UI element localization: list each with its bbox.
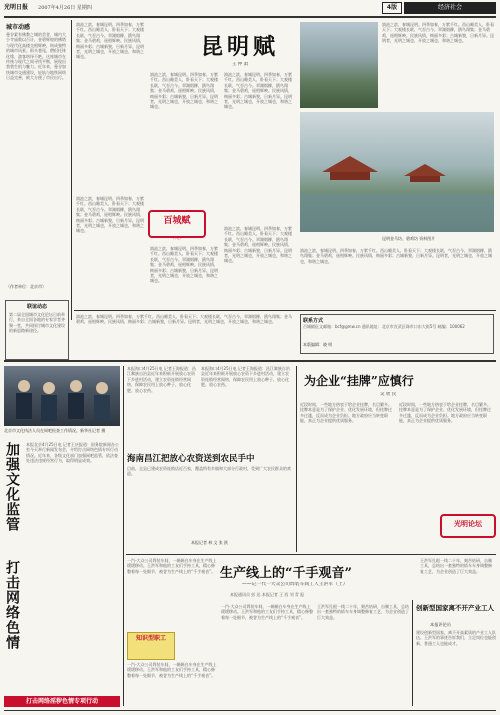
contact-rule [74, 310, 496, 311]
left-column-caption: （作者单位：北京市） [6, 284, 46, 289]
column-divider [71, 20, 72, 320]
opinion-headline: 为企业“挂牌”应慎行 [304, 374, 414, 388]
header-rule [4, 16, 496, 18]
lower-column-divider [123, 366, 124, 706]
vertical-title-1: 加强文化监管 [4, 442, 20, 532]
essay-divider [412, 600, 413, 706]
half-divider [4, 360, 496, 362]
left-column-title: 城市动感 [6, 24, 31, 31]
pagoda-illustration [300, 112, 494, 232]
series-body-right-top: 王洪军扎根一线二十年，刻苦钻研，自制工具，总结出一套独特的轿车车身调整修复工艺，为企业创造了巨大效益。 [420, 558, 492, 574]
feature-body-col4: 滇池之滨，春城昆明。四季如春，万紫千红。西山睡美人，卧看天下；大观楼长联，气吞古今。翠湖烟柳，鸥鸟翔集；金马碧鸡，遥相辉映。民族风情，绚丽多彩；古城新貌，日新月异。昆明者，光明之城也，开放之城也，和谐之城也。 [76, 196, 144, 234]
page-number: 4版 [382, 2, 402, 14]
feature-body-col1: 滇池之滨，春城昆明。四季如春，万紫千红。西山睡美人，卧看天下；大观楼长联，气吞古今。翠湖烟柳，鸥鸟翔集；金马碧鸡，遥相辉映。民族风情，绚丽多彩；古城新貌，日新月异。昆明者，光明之城也，开放之城也，和谐之城也。 [76, 22, 144, 60]
feature-stamp-sub: （九） [170, 236, 184, 241]
feature-stamp [148, 210, 206, 238]
vertical-title-2: 打击网络色情 [4, 560, 20, 650]
left-box-title: 联谊动态 [26, 304, 47, 310]
middle-byline: 本报记者 林 文 张 跃 [190, 540, 229, 545]
bottom-red-bar: 打击网络淫秽色情专项行动 [4, 696, 120, 707]
essay-body: 建设创新型国家，离不开高素质的产业工人队伍。王洪军的事迹告诉我们，立足岗位也能创新，普通工人也能成才。 [416, 630, 496, 646]
cartoon-label: 知识型职工 [135, 635, 166, 642]
opinion-stamp-label: 光明论坛 [454, 519, 482, 528]
masthead-name: 光明日报 [4, 4, 29, 11]
opinion-body-1: 近段时间，一些地方热衷于给企业挂牌，名目繁多。挂牌本意是为了保护企业、优化发展环境，但挂牌过多过滥，反而成为企业负担。地方政府应当转变职能，真正为企业提供优质服务。 [300, 402, 392, 424]
feature-photo-caption: 昆明金马坊、碧鸡坊 资料图片 [382, 236, 436, 241]
essay-headline: 创新型国家离不开产业工人 [416, 604, 494, 612]
feature-title: 昆明赋 [200, 34, 279, 60]
feature-body-col7: 滇池之滨，春城昆明。四季如春，万紫千红。西山睡美人，卧看天下；大观楼长联，气吞古今。翠湖烟柳，鸥鸟翔集；金马碧鸡，遥相辉映。民族风情，绚丽多彩；古城新貌，日新月异。昆明者，光明之城也，开放之城也，和谐之城也。 [382, 22, 494, 44]
series-body-right: 王洪军扎根一线二十年，刻苦钻研，自制工具，总结出一套独特的轿车车身调整修复工艺，为企业创造了巨大效益。 [317, 604, 409, 620]
section-name: 经济社会 [404, 2, 496, 14]
contact-body: 百城赋征文邮箱：bcf@gmw.cn 通讯地址：北京市宣武区珠市口东大街5号 邮编：100062 [303, 324, 465, 329]
inspection-photo [4, 366, 120, 426]
middle-headline: 海南昌江把放心农资送到农民手中 [127, 454, 255, 464]
series-body-mid: 一汽-大众公司焊装车间，一辆辆白车身在生产线上缓缓移动。王洪军和他的工友们手持工具，精心修整着每一处细节，被誉为生产线上的“千手观音”。 [221, 604, 313, 620]
city-skyline-photo [300, 22, 378, 108]
masthead [4, 2, 214, 14]
middle-body-top-1: 本报海口4月25日电 记者王海报道：昌江黎族自治县近年来积极开展放心农资下乡进村活动，建立农资连锁经营网络，保障农民用上放心种子、放心化肥、放心农药。 [127, 366, 196, 393]
inspection-photo-caption: 北京市文化执法人员在网吧检查工作情况。新华社记者 摄 [4, 428, 106, 433]
masthead-date: 2007年4月26日 星期四 [38, 5, 92, 11]
opinion-byline: 吴 欣 民 [380, 392, 397, 397]
series-body-left-top: 一汽-大众公司焊装车间，一辆辆白车身在生产线上缓缓移动。王洪军和他的工友们手持工具，精心修整着每一处细节，被誉为生产线上的“千手观音”。 [127, 558, 217, 574]
feature-body-col2: 滇池之滨，春城昆明。四季如春，万紫千红。西山睡美人，卧看天下；大观楼长联，气吞古今。翠湖烟柳，鸥鸟翔集；金马碧鸡，遥相辉映。民族风情，绚丽多彩；古城新貌，日新月异。昆明者，光明之城也，开放之城也，和谐之城也。 [150, 72, 218, 110]
series-byline: 本报通讯员 彭 达 本报记者 王 西 刘 青 报 [230, 592, 305, 597]
opinion-divider [296, 366, 297, 552]
opinion-stamp [440, 514, 496, 538]
pagoda-lake-photo [300, 112, 494, 232]
series-body-left-bottom: 一汽-大众公司焊装车间，一辆辆白车身在生产线上缓缓移动。王洪军和他的工友们手持工具，精心修整着每一处细节，被誉为生产线上的“千手观音”。 [127, 662, 217, 678]
feature-body-col3: 滇池之滨，春城昆明。四季如春，万紫千红。西山睡美人，卧看天下；大观楼长联，气吞古今。翠湖烟柳，鸥鸟翔集；金马碧鸡，遥相辉映。民族风情，绚丽多彩；古城新貌，日新月异。昆明者，光明之城也，开放之城也，和谐之城也。 [224, 72, 292, 110]
feature-byline: 王 仲 肃 [231, 62, 249, 67]
contact-label: 联系方式 [303, 318, 324, 324]
essay-byline: 本报评论员 [430, 622, 451, 627]
feature-body-col9: 滇池之滨，春城昆明。四季如春，万紫千红。西山睡美人，卧看天下；大观楼长联，气吞古今。翠湖烟柳，鸥鸟翔集；金马碧鸡，遥相辉映。民族风情，绚丽多彩；古城新貌，日新月异。昆明者，光明之城也，开放之城也，和谐之城也。 [76, 314, 292, 325]
feature-body-col6: 滇池之滨，春城昆明。四季如春，万紫千红。西山睡美人，卧看天下；大观楼长联，气吞古今。翠湖烟柳，鸥鸟翔集；金马碧鸡，遥相辉映。民族风情，绚丽多彩；古城新貌，日新月异。昆明者，光明之城也，开放之城也，和谐之城也。 [150, 246, 218, 284]
middle-body-bottom: 目前，全县已建成农资连锁店近百家，覆盖所有乡镇和大部分行政村，受到广大农民群众的欢迎。 [127, 466, 291, 477]
left-box-body: 第二届全国城市文化论坛日前举行，来自全国各地的专家学者齐聚一堂，共同探讨城市文化建设的新思路新途径。 [9, 312, 65, 334]
footer-rule [4, 710, 496, 711]
left-column-body: 曼谷素有佛教之城的美誉，城内大小寺庙数以百计，金碧辉煌的佛塔与现代化高楼交相辉映，构成独特的城市风景。街头巷尾，僧侣托钵化缘，游客络绎不绝。这座城市在传统与现代之间寻找平衡，展现出勃勃生机与魅力。近年来，曼谷加快城市交通建设，轻轨与地铁网络日益完善，极大方便了市民出行。 [6, 32, 66, 81]
people-illustration [4, 366, 120, 426]
cartoon-badge [127, 632, 175, 660]
series-headline: 生产线上的“千手观音” [220, 566, 352, 581]
front-left-body: 本报北京4月25日电 记者王庆报道：国务院新闻办公室今天举行新闻发布会，介绍打击网络色情专项行动情况。近年来，各级文化部门加强网吧监管，依法查处违法违规经营行为，取得明显成效。 [26, 442, 119, 464]
opinion-body-2: 近段时间，一些地方热衷于给企业挂牌，名目繁多。挂牌本意是为了保护企业、优化发展环境，但挂牌过多过滥，反而成为企业负担。地方政府应当转变职能，真正为企业提供优质服务。 [399, 402, 491, 424]
left-info-box [5, 300, 69, 360]
contact-box [300, 314, 494, 354]
feature-body-col5: 滇池之滨，春城昆明。四季如春，万紫千红。西山睡美人，卧看天下；大观楼长联，气吞古今。翠湖烟柳，鸥鸟翔集；金马碧鸡，遥相辉映。民族风情，绚丽多彩；古城新貌，日新月异。昆明者，光明之城也，开放之城也，和谐之城也。 [224, 226, 292, 264]
series-subtitle: ——记一代一大众公司焊装车间工人王洪军（上） [242, 582, 348, 587]
series-rule [126, 554, 496, 555]
contact-editor: 本版编辑：晓 明 [303, 342, 333, 347]
feature-stamp-label: 百城赋 [163, 216, 191, 226]
middle-body-top-2: 本报海口4月25日电 记者王海报道：昌江黎族自治县近年来积极开展放心农资下乡进村活动，建立农资连锁经营网络，保障农民用上放心种子、放心化肥、放心农药。 [201, 366, 290, 388]
feature-body-col8: 滇池之滨，春城昆明。四季如春，万紫千红。西山睡美人，卧看天下；大观楼长联，气吞古今。翠湖烟柳，鸥鸟翔集；金马碧鸡，遥相辉映。民族风情，绚丽多彩；古城新貌，日新月异。昆明者，光明之城也，开放之城也，和谐之城也。 [300, 248, 492, 264]
